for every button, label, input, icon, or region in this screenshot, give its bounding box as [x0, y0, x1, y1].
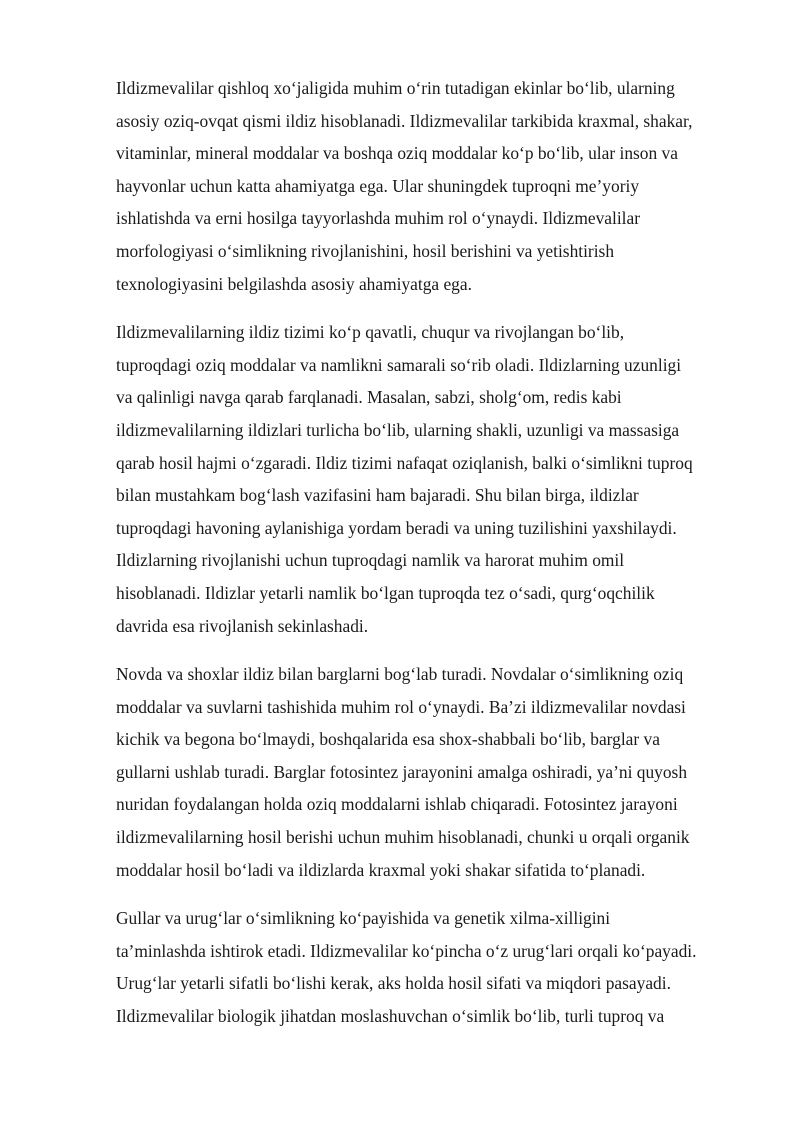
- text-line: moddalar hosil bo‘ladi va ildizlarda kraxmal yoki shakar sifatida to‘planadi.: [116, 859, 646, 880]
- text-line: Novda va shoxlar ildiz bilan barglarni bog‘lab turadi. Novdalar o‘simlikning oziq: [116, 664, 684, 685]
- text-line: gullarni ushlab turadi. Barglar fotosintez jarayonini amalga oshiradi, ya’ni quyosh: [116, 761, 688, 782]
- text-line: vitaminlar, mineral moddalar va boshqa oziq moddalar ko‘p bo‘lib, ular inson va: [116, 143, 678, 164]
- text-line: morfologiyasi o‘simlikning rivojlanishini, hosil berishini va yetishtirish: [116, 240, 615, 261]
- text-line: Urug‘lar yetarli sifatli bo‘lishi kerak, aks holda hosil sifati va miqdori pasayadi.: [116, 973, 671, 994]
- text-line: ta’minlashda ishtirok etadi. Ildizmevalilar ko‘pincha o‘z urug‘lari orqali ko‘payadi.: [116, 940, 697, 961]
- text-line: ildizmevalilarning ildizlari turlicha bo‘lib, ularning shakli, uzunligi va massasiga: [116, 419, 680, 440]
- text-line: Gullar va urug‘lar o‘simlikning ko‘payishida va genetik xilma-xilligini: [116, 908, 611, 929]
- text-line: texnologiyasini belgilashda asosiy ahamiyatga ega.: [116, 273, 472, 294]
- text-line: davrida esa rivojlanish sekinlashadi.: [116, 615, 369, 636]
- text-line: Ildizlarning rivojlanishi uchun tuproqdagi namlik va harorat muhim omil: [116, 550, 625, 571]
- document-page: [116, 72, 744, 1049]
- paragraph-root-system: [116, 316, 744, 642]
- text-line: moddalar va suvlarni tashishida muhim rol o‘ynaydi. Ba’zi ildizmevalilar novdasi: [116, 696, 686, 717]
- text-line: Ildizmevalilar qishloq xo‘jaligida muhim o‘rin tutadigan ekinlar bo‘lib, ularning: [116, 78, 675, 98]
- text-line: tuproqdagi oziq moddalar va namlikni samarali so‘rib oladi. Ildizlarning uzunligi: [116, 354, 682, 375]
- text-line: Ildizmevalilarning ildiz tizimi ko‘p qavatli, chuqur va rivojlangan bo‘lib,: [116, 322, 625, 343]
- text-line: bilan mustahkam bog‘lash vazifasini ham bajaradi. Shu bilan birga, ildizlar: [116, 485, 639, 506]
- text-line: Ildizmevalilar biologik jihatdan moslashuvchan o‘simlik bo‘lib, turli tuproq va: [116, 1006, 665, 1027]
- text-line: ildizmevalilarning hosil berishi uchun muhim hisoblanadi, chunki u orqali organik: [116, 827, 690, 848]
- text-line: kichik va begona bo‘lmaydi, boshqalarida esa shox-shabbali bo‘lib, barglar va: [116, 729, 660, 750]
- text-line: nuridan foydalangan holda oziq moddalarni ishlab chiqaradi. Fotosintez jarayoni: [116, 794, 678, 815]
- text-line: asosiy oziq-ovqat qismi ildiz hisoblanadi. Ildizmevalilar tarkibida kraxmal, shakar,: [116, 110, 693, 131]
- text-line: tuproqdagi havoning aylanishiga yordam beradi va uning tuzilishini yaxshilaydi.: [116, 517, 677, 538]
- text-line: va qalinligi navga qarab farqlanadi. Masalan, sabzi, sholg‘om, redis kabi: [116, 387, 622, 408]
- paragraph-intro: [116, 72, 744, 300]
- text-line: hisoblanadi. Ildizlar yetarli namlik bo‘lgan tuproqda tez o‘sadi, qurg‘oqchilik: [116, 582, 655, 603]
- text-line: hayvonlar uchun katta ahamiyatga ega. Ular shuningdek tuproqni me’yoriy: [116, 175, 640, 196]
- text-line: qarab hosil hajmi o‘zgaradi. Ildiz tizimi nafaqat oziqlanish, balki o‘simlikni tuproq: [116, 452, 693, 473]
- paragraph-shoots-leaves: [116, 658, 744, 886]
- text-line: ishlatishda va erni hosilga tayyorlashda muhim rol o‘ynaydi. Ildizmevalilar: [116, 208, 641, 229]
- paragraph-flowers-seeds: [116, 902, 744, 1032]
